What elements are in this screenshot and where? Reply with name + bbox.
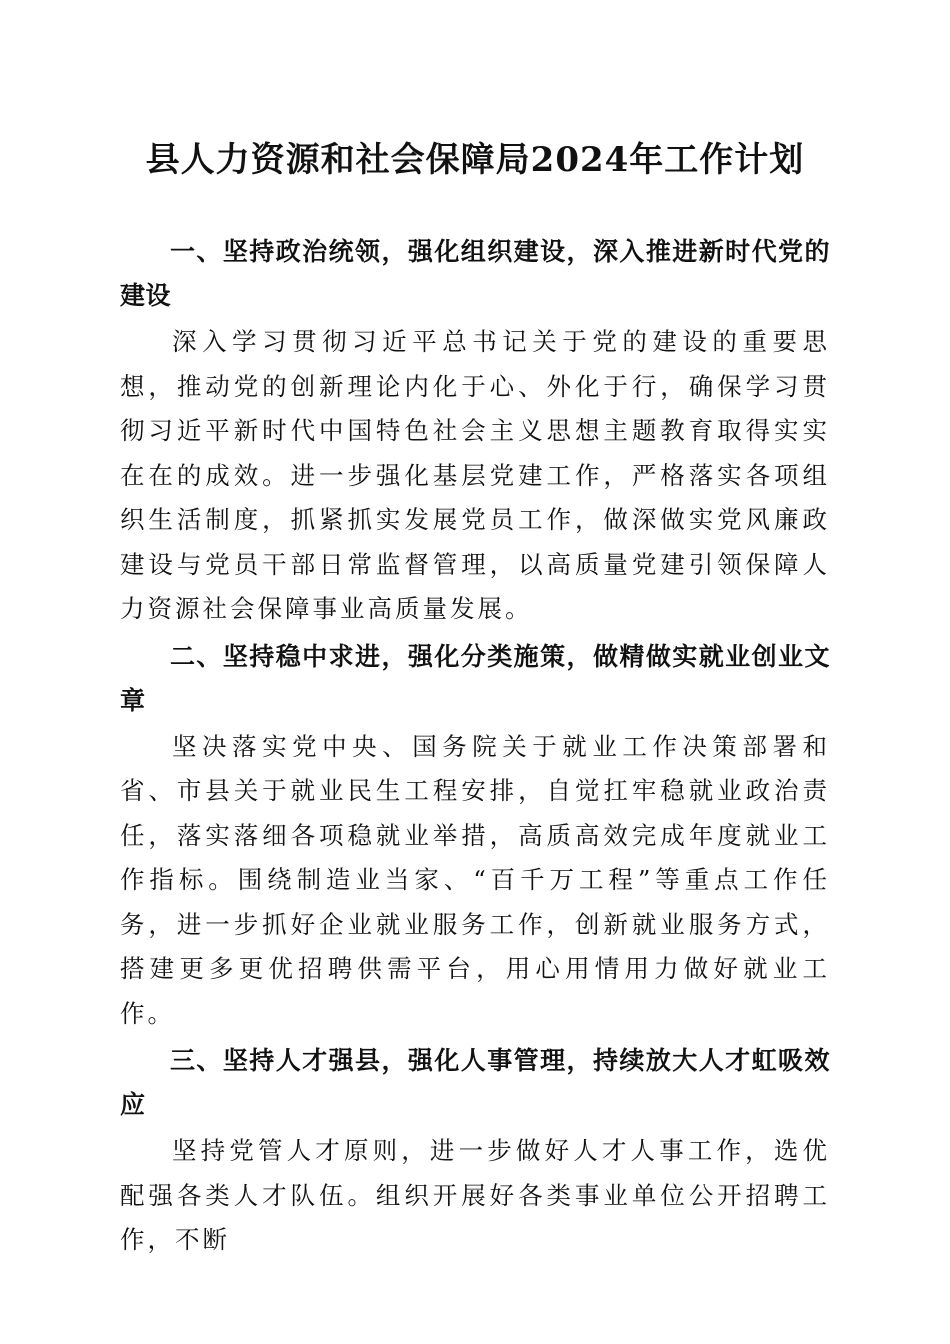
section-paragraph: 坚持党管人才原则，进一步做好人才人事工作，选优配强各类人才队伍。组织开展好各类事业单位公开招聘工作，不断 (120, 1136, 830, 1254)
section-party-building (120, 230, 830, 632)
section-heading: 一、坚持政治统领，强化组织建设，深入推进新时代党的建设 (120, 237, 830, 310)
section-paragraph: 深入学习贯彻习近平总书记关于党的建设的重要思想，推动党的创新理论内化于心、外化于行，确保学习贯彻习近平新时代中国特色社会主义思想主题教育取得实实在在的成效。进一步强化基层党建工作，严格落实各项组织生活制度，抓紧抓实发展党员工作，做深做实党风廉政建设与党员干部日常监督管理，以高质量党建引领保障人力资源社会保障事业高质量发展。 (120, 327, 830, 623)
section-employment (120, 635, 830, 1037)
section-heading: 三、坚持人才强县，强化人事管理，持续放大人才虹吸效应 (120, 1046, 830, 1119)
section-talent (120, 1039, 830, 1263)
section-heading: 二、坚持稳中求进，强化分类施策，做精做实就业创业文章 (120, 641, 830, 715)
document-title: 县人力资源和社会保障局2024年工作计划 (145, 140, 805, 180)
section-paragraph: 坚决落实党中央、国务院关于就业工作决策部署和省、市县关于就业民生工程安排，自觉扛牢稳就业政治责任，落实落细各项稳就业举措，高质高效完成年度就业工作指标。围绕制造业当家、“百千万工程”等重点工作任务，进一步抓好企业就业服务工作，创新就业服务方式，搭建更多更优招聘供需平台，用心用情用力做好就业工作。 (120, 731, 830, 1028)
document-body (120, 230, 830, 1266)
